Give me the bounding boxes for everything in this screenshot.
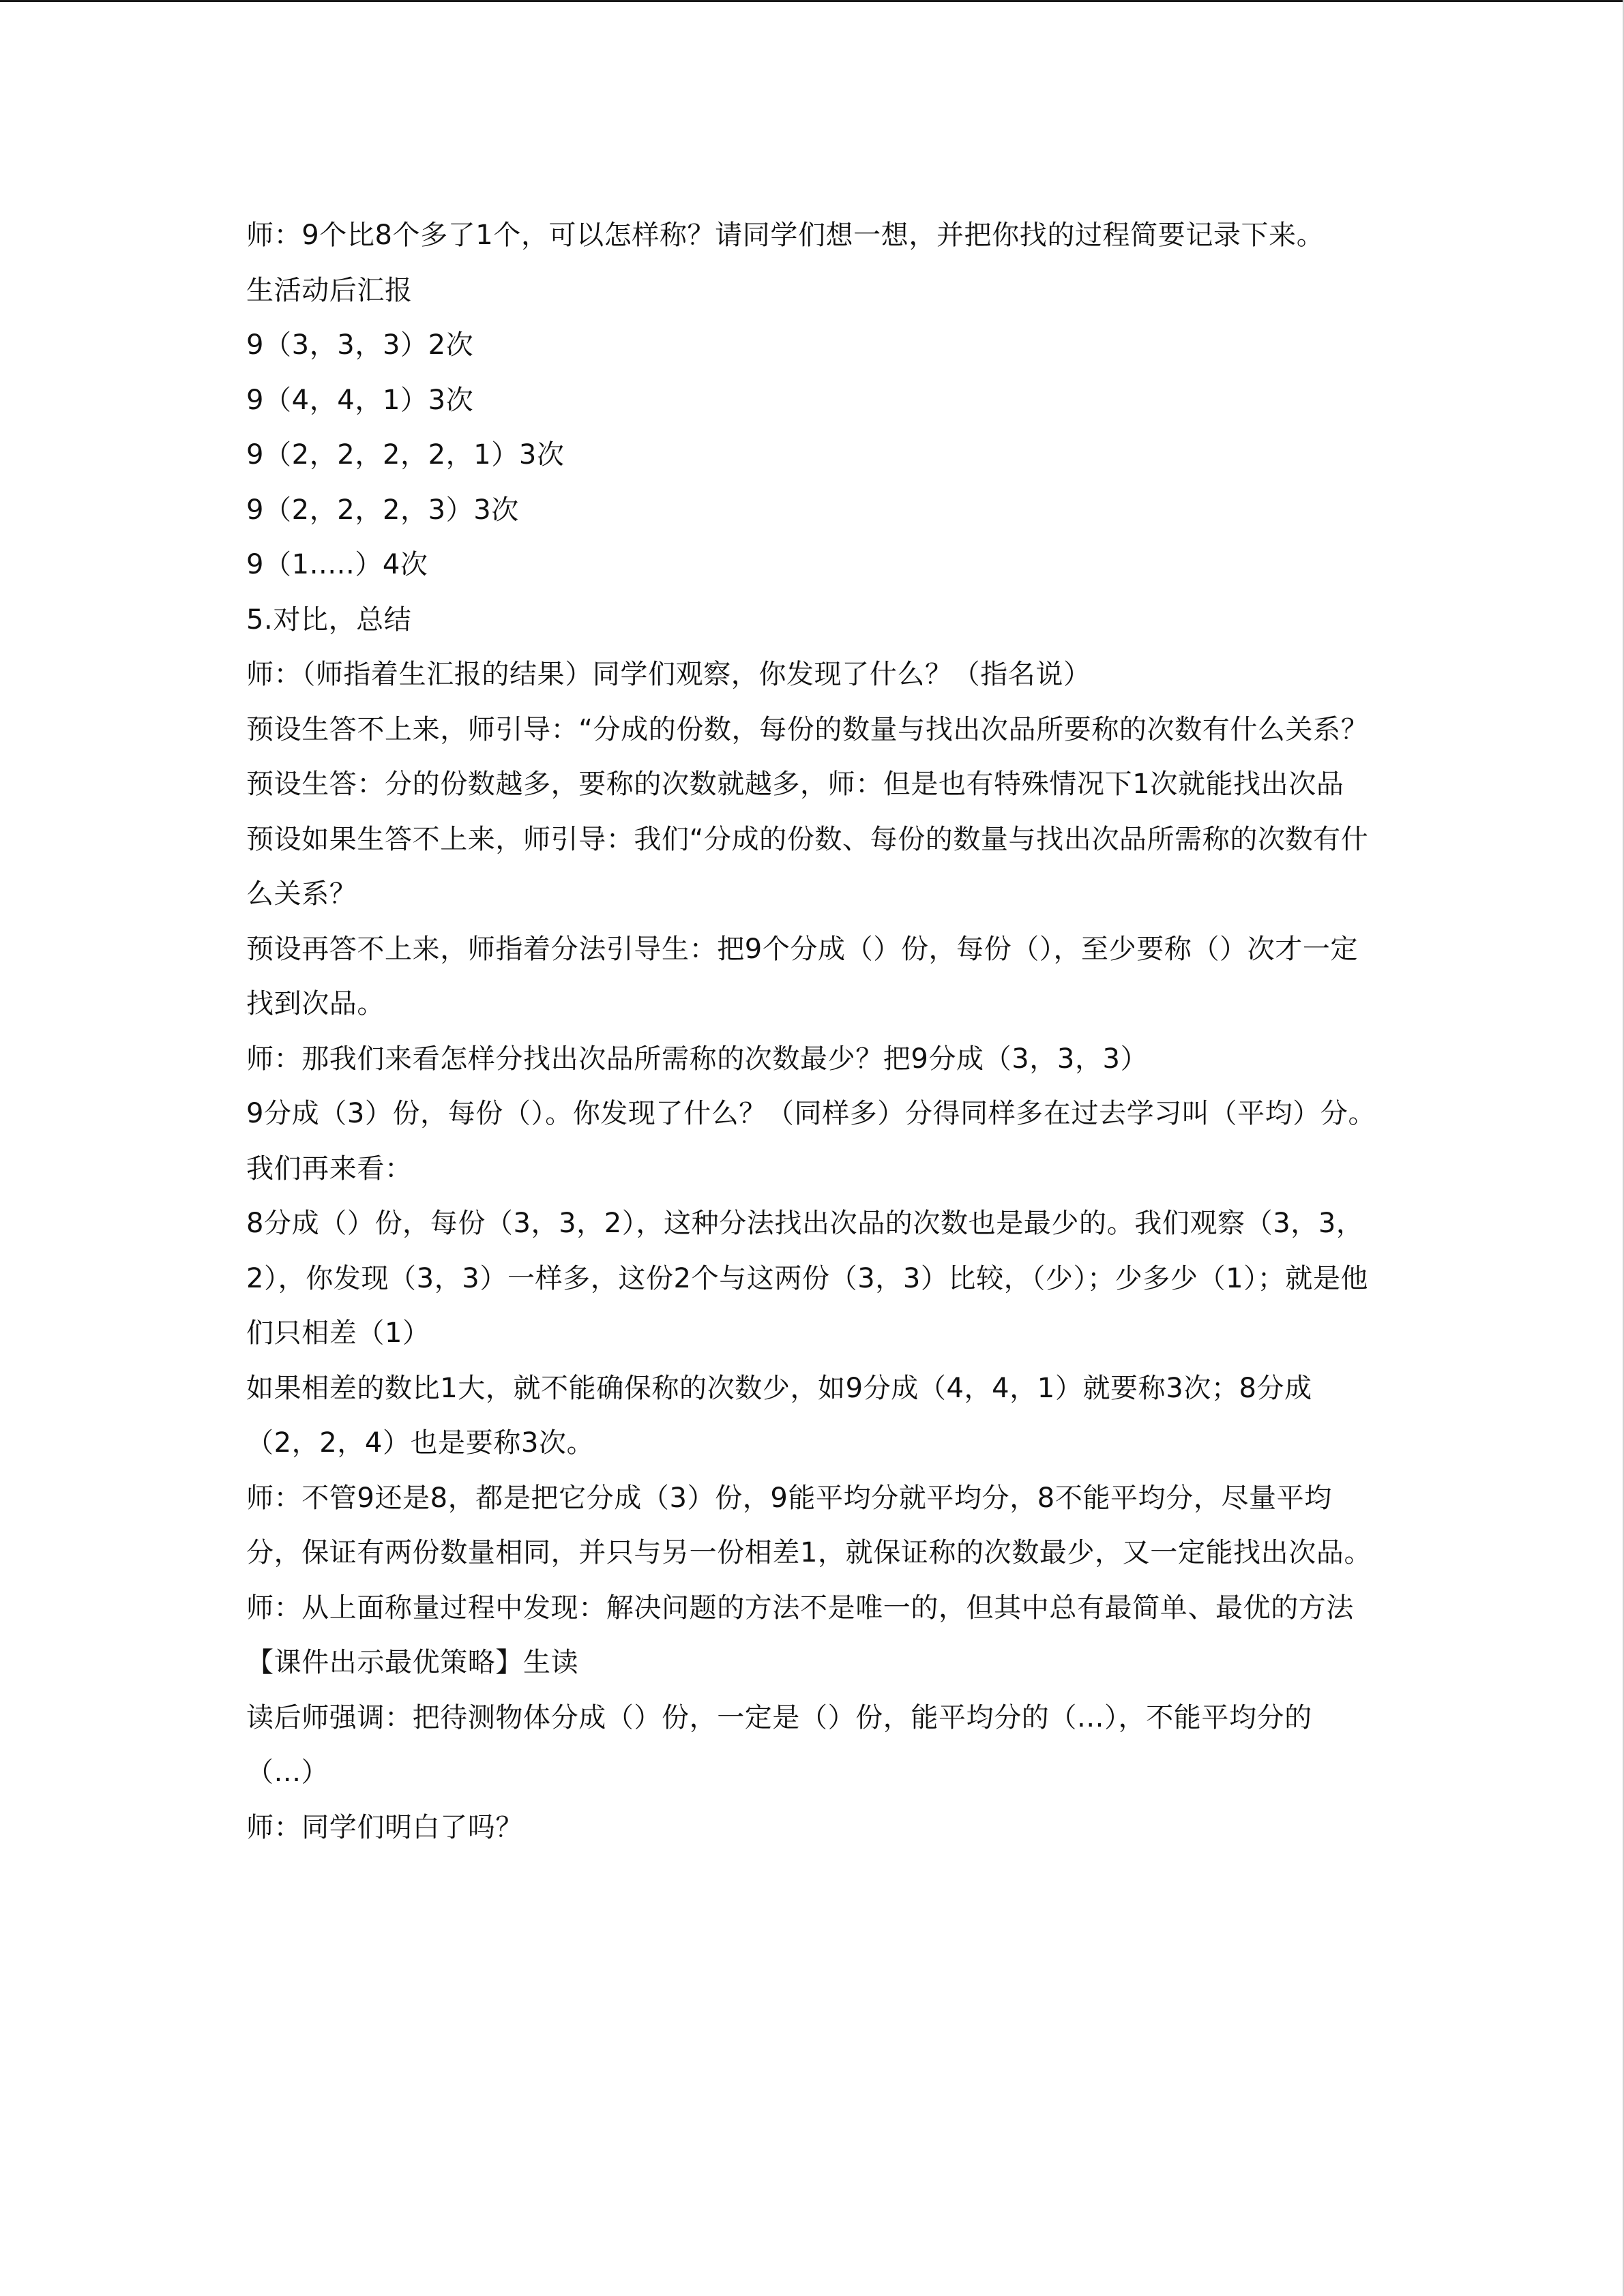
paragraph-explanation: 8分成（）份，每份（3，3，2），这种分法找出次品的次数也是最少的。我们观察（3，3，2），你发现（3，3）一样多，这份2个与这两份（3，3）比较，（少）；少多少（1）；就是他们只相差（1） [246, 1208, 1369, 1349]
paragraph-teacher-question: 师：那我们来看怎样分找出次品所需称的次数最少？把9分成（3，3，3） [246, 1043, 1149, 1075]
paragraph-teacher-prompt: 师：（师指着生汇报的结果）同学们观察，你发现了什么？（指名说） [246, 659, 1091, 690]
paragraph-preset-guidance: 预设生答不上来，师引导：“分成的份数，每份的数量与找出次品所要称的次数有什么关系？ [246, 713, 1369, 745]
paragraph-report-item: 9（3，3，3）2次 [246, 329, 474, 361]
document-body [246, 208, 1378, 1855]
paragraph-teacher-closing: 师：同学们明白了吗？ [246, 1811, 523, 1843]
paragraph-teacher-emphasis: 读后师强调：把待测物体分成（）份，一定是（）份，能平均分的（...），不能平均分的（...） [246, 1701, 1312, 1788]
paragraph-report-item: 9（2，2，2，3）3次 [246, 494, 519, 526]
paragraph-preset-answer: 预设生答：分的份数越多，要称的次数就越多，师：但是也有特殊情况下1次就能找出次品 [246, 769, 1344, 800]
section-heading-compare-summarize: 5.对比，总结 [246, 603, 412, 636]
paragraph-report-item: 9（1.....）4次 [246, 549, 428, 580]
paragraph-teacher-summary: 师：不管9还是8，都是把它分成（3）份，9能平均分就平均分，8不能平均分，尽量平均分，保证有两份数量相同，并只与另一份相差1，就保证称的次数最少，又一定能找出次品。 [246, 1482, 1372, 1568]
paragraph-report-item: 9（2，2，2，2，1）3次 [246, 439, 565, 471]
paragraph-teacher-summary: 师：从上面称量过程中发现：解决问题的方法不是唯一的，但其中总有最简单、最优的方法【课件出示最优策略】生读 [246, 1592, 1354, 1678]
paragraph-report-item: 9（4，4，1）3次 [246, 384, 474, 416]
paragraph-explanation: 如果相差的数比1大，就不能确保称的次数少，如9分成（4，4，1）就要称3次；8分成（2，2，4）也是要称3次。 [246, 1372, 1312, 1459]
page-top-border [0, 0, 1624, 2]
paragraph-teacher-question: 师：9个比8个多了1个，可以怎样称？请同学们想一想，并把你找的过程简要记录下来。 [246, 220, 1325, 251]
paragraph-explanation: 9分成（3）份，每份（）。你发现了什么？（同样多）分得同样多在过去学习叫（平均）分。我们再来看： [246, 1098, 1376, 1184]
paragraph-student-report-heading: 生活动后汇报 [246, 274, 413, 306]
paragraph-preset-guidance: 预设再答不上来，师指着分法引导生：把9个分成（）份，每份（），至少要称（）次才一定找到次品。 [246, 933, 1359, 1019]
paragraph-preset-guidance: 预设如果生答不上来，师引导：我们“分成的份数、每份的数量与找出次品所需称的次数有什么关系？ [246, 823, 1369, 910]
